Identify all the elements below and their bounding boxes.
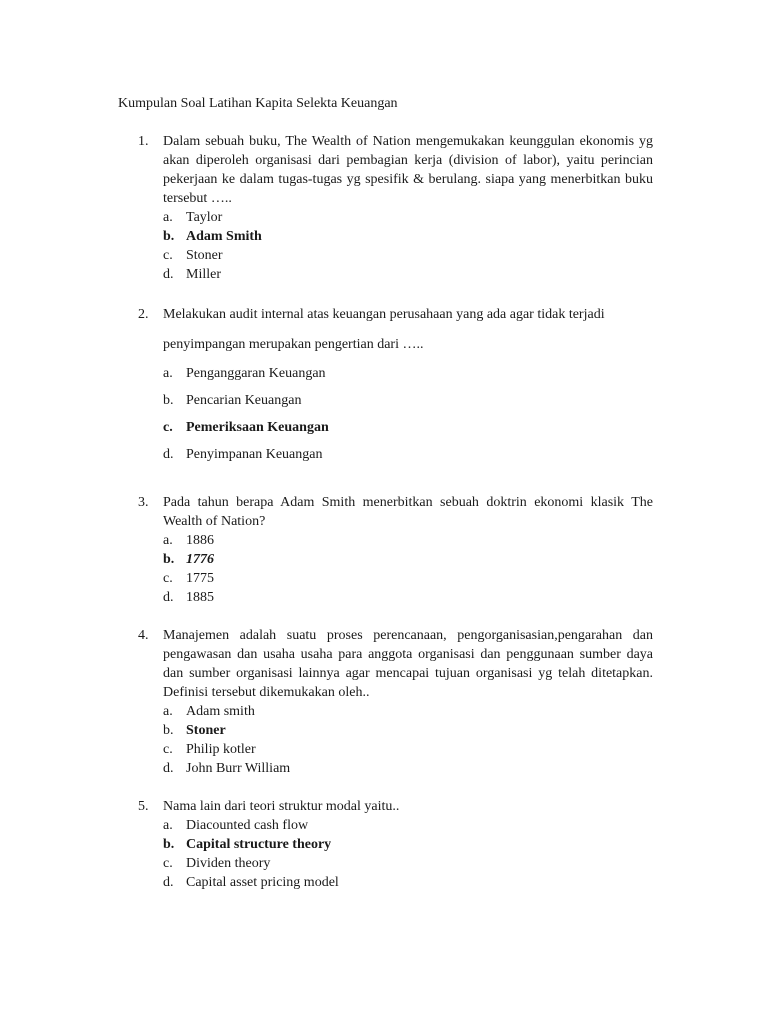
option-c [163, 569, 653, 588]
option-text: Pemeriksaan Keuangan [186, 420, 329, 435]
option-d [163, 588, 653, 607]
question-text: Dalam sebuah buku, The Wealth of Nation mengemukakan keunggulan ekonomis yg akan diperoleh organisasi dari pembagian kerja (division of labor), yaitu perincian pekerjaan ke dalam tugas-tugas yg spesifik & berulang. siapa yang menerbitkan buku tersebut ….. [163, 134, 653, 206]
question-4 [138, 626, 653, 778]
option-letter: b. [163, 837, 175, 852]
option-c [163, 246, 653, 265]
option-c-correct [163, 418, 653, 445]
option-d [163, 873, 653, 892]
option-b-correct [163, 227, 653, 246]
option-d [163, 759, 653, 778]
option-letter: c. [163, 248, 173, 263]
option-letter: b. [163, 552, 175, 567]
option-list [163, 531, 653, 607]
question-1 [138, 132, 653, 284]
option-letter: d. [163, 447, 174, 462]
option-text: Diacounted cash flow [186, 818, 309, 833]
question-3 [138, 493, 653, 607]
option-letter: d. [163, 761, 174, 776]
option-list [163, 816, 653, 892]
question-text: Melakukan audit internal atas keuangan perusahaan yang ada agar tidak terjadi penyimpangan merupakan pengertian dari ….. [163, 307, 605, 352]
option-letter: d. [163, 267, 174, 282]
question-number: 5. [138, 799, 149, 814]
option-text: Adam smith [186, 704, 255, 719]
option-letter: b. [163, 723, 174, 738]
option-b [163, 391, 653, 418]
option-a [163, 816, 653, 835]
question-number: 1. [138, 134, 149, 149]
option-text: Stoner [186, 723, 226, 738]
option-letter: d. [163, 875, 174, 890]
option-list [163, 702, 653, 778]
option-a [163, 364, 653, 391]
option-text: 1775 [186, 571, 214, 586]
option-text: Penganggaran Keuangan [186, 366, 326, 381]
option-text: Philip kotler [186, 742, 256, 757]
option-d [163, 445, 653, 472]
option-b-correct [163, 835, 653, 854]
option-letter: a. [163, 533, 173, 548]
option-text: Capital structure theory [186, 837, 332, 852]
option-list [163, 208, 653, 284]
option-letter: a. [163, 210, 173, 225]
question-5 [138, 797, 653, 892]
option-text: Pencarian Keuangan [186, 393, 302, 408]
option-text: Penyimpanan Keuangan [186, 447, 323, 462]
option-text: Capital asset pricing model [186, 875, 339, 890]
option-text: Adam Smith [186, 229, 262, 244]
page-title: Kumpulan Soal Latihan Kapita Selekta Keuangan [118, 96, 398, 111]
option-b-correct [163, 721, 653, 740]
option-text: Stoner [186, 248, 223, 263]
option-a [163, 702, 653, 721]
option-text: Dividen theory [186, 856, 271, 871]
option-letter: c. [163, 742, 173, 757]
option-c [163, 854, 653, 873]
question-number: 4. [138, 628, 149, 643]
question-text: Pada tahun berapa Adam Smith menerbitkan sebuah doktrin ekonomi klasik The Wealth of Nation? [163, 495, 653, 529]
question-number: 2. [138, 307, 149, 322]
option-text: Miller [186, 267, 221, 282]
option-letter: a. [163, 704, 173, 719]
question-text: Manajemen adalah suatu proses perencanaan, pengorganisasian,pengarahan dan pengawasan dan usaha usaha para anggota organisasi dan penggunaan sumber daya dan sumber organisasi lainnya agar mencapai tujuan organisasi yg telah ditetapkan. Definisi tersebut dikemukakan oleh.. [163, 628, 653, 700]
question-number: 3. [138, 495, 149, 510]
option-letter: d. [163, 590, 174, 605]
option-letter: b. [163, 229, 175, 244]
option-text: 1885 [186, 590, 214, 605]
option-text: Taylor [186, 210, 223, 225]
option-letter: b. [163, 393, 174, 408]
option-letter: c. [163, 571, 173, 586]
option-a [163, 208, 653, 227]
option-letter: a. [163, 366, 173, 381]
option-b-correct [163, 550, 653, 569]
question-2 [138, 300, 653, 472]
option-list [163, 364, 653, 472]
option-text: 1776 [186, 552, 214, 567]
option-text: John Burr William [186, 761, 291, 776]
option-letter: c. [163, 420, 173, 435]
question-text: Nama lain dari teori struktur modal yaitu.. [163, 799, 400, 814]
option-letter: c. [163, 856, 173, 871]
option-d [163, 265, 653, 284]
option-letter: a. [163, 818, 173, 833]
option-c [163, 740, 653, 759]
option-text: 1886 [186, 533, 214, 548]
option-a [163, 531, 653, 550]
